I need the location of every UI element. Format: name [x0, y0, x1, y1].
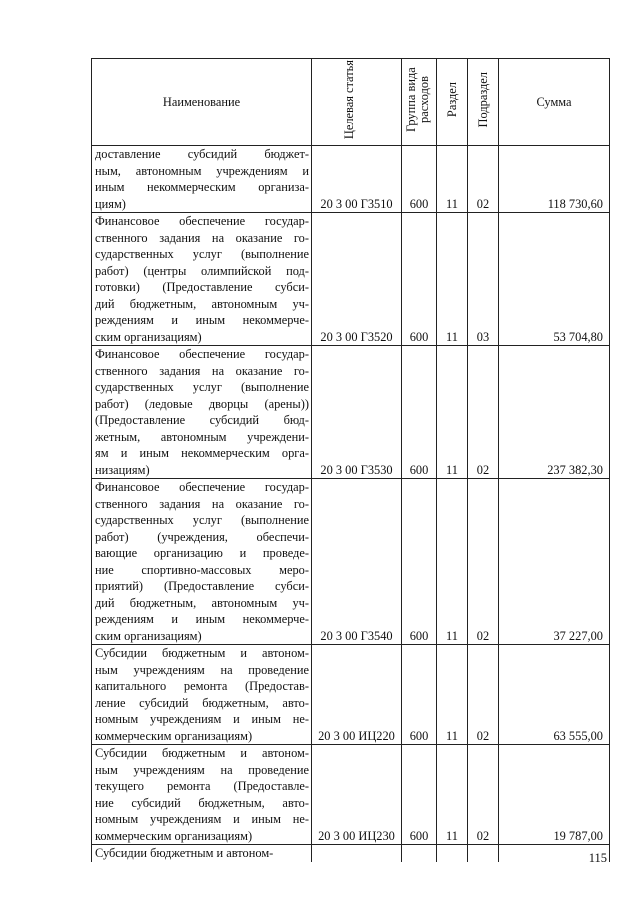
row-name-line: ным учреждениям на проведение — [95, 662, 309, 677]
row-name-line: сударственных услуг (выполнение — [95, 380, 309, 394]
row-name — [92, 645, 312, 745]
row-name-line: ственного задания на оказание го- — [95, 230, 309, 245]
row-section: 11 — [437, 479, 468, 645]
row-section: 11 — [437, 346, 468, 479]
row-name-line: дий бюджетным, автономным уч- — [95, 595, 309, 610]
row-name-line: работ) (ледовые дворцы (арены)) — [95, 396, 309, 411]
row-target: 20 3 00 ИЦ230 — [312, 745, 402, 845]
row-name — [92, 346, 312, 479]
row-group — [402, 845, 437, 862]
row-section: 11 — [437, 645, 468, 745]
row-sum: 37 227,00 — [499, 479, 610, 645]
row-name-line: текущего ремонта (Предоставле- — [95, 779, 309, 793]
table-row — [92, 346, 610, 479]
header-section: Раздел — [437, 59, 468, 146]
row-subsection: 02 — [468, 479, 499, 645]
row-name-line: готовки) (Предоставление субси- — [95, 280, 309, 294]
row-name-line: ственного задания на оказание го- — [95, 363, 309, 378]
row-subsection: 02 — [468, 146, 499, 213]
row-name-line: Финансовое обеспечение государ- — [95, 347, 309, 361]
row-name-line: реждениям и иным некоммерче- — [95, 612, 309, 626]
row-target: 20 3 00 Г3510 — [312, 146, 402, 213]
row-name-line: ским организациям) — [95, 628, 202, 643]
row-name-line: Субсидии бюджетным и автоном- — [95, 646, 309, 660]
row-name-line: работ) (центры олимпийской под- — [95, 263, 309, 278]
page-number: 115 — [588, 851, 607, 865]
row-sum: 118 730,60 — [499, 146, 610, 213]
row-name-line: капитального ремонта (Предостав- — [95, 679, 309, 693]
header-name: Наименование — [92, 59, 312, 146]
header-group: Группа вида расходов — [402, 59, 437, 146]
row-name-line: коммерческим организациям) — [95, 828, 253, 843]
row-name-line: ление субсидий бюджетным, авто- — [95, 695, 309, 710]
row-sum: 237 382,30 — [499, 346, 610, 479]
row-name-line: сударственных услуг (выполнение — [95, 247, 309, 261]
row-name-line: ние спортивно-массовых меро- — [95, 562, 309, 577]
table-row — [92, 146, 610, 213]
row-name-line: приятий) (Предоставление субси- — [95, 579, 309, 593]
table-row — [92, 745, 610, 845]
row-subsection — [468, 845, 499, 862]
row-group: 600 — [402, 479, 437, 645]
table-row — [92, 845, 610, 862]
row-name-line: ственного задания на оказание го- — [95, 496, 309, 511]
row-section: 11 — [437, 213, 468, 346]
row-subsection: 02 — [468, 346, 499, 479]
row-name-line: ние субсидий бюджетным, авто- — [95, 795, 309, 810]
row-name-line: вающие организацию и проведе- — [95, 546, 309, 560]
row-name-line: жетным, автономным учреждени- — [95, 429, 309, 444]
row-sum: 63 555,00 — [499, 645, 610, 745]
header-target: Целевая статья — [312, 59, 402, 146]
table-row — [92, 645, 610, 745]
row-name-line: коммерческим организациям) — [95, 728, 253, 743]
header-subsection: Подраздел — [468, 59, 499, 146]
budget-table — [91, 58, 610, 862]
row-name — [92, 845, 312, 862]
row-name-line: работ) (учреждения, обеспечи- — [95, 529, 309, 544]
table-row — [92, 213, 610, 346]
row-name-line: (Предоставление субсидий бюд- — [95, 413, 309, 427]
row-name-line: доставление субсидий бюджет- — [95, 147, 309, 161]
row-name — [92, 479, 312, 645]
row-target: 20 3 00 Г3530 — [312, 346, 402, 479]
row-name-line: номным учреждениям и иным не- — [95, 812, 309, 826]
row-name-line: реждениям и иным некоммерче- — [95, 313, 309, 327]
row-name-line: Субсидии бюджетным и автоном- — [95, 746, 309, 760]
row-name-line: ным, автономным учреждениям и — [95, 163, 309, 178]
row-section: 11 — [437, 146, 468, 213]
row-subsection: 03 — [468, 213, 499, 346]
row-name-line: сударственных услуг (выполнение — [95, 513, 309, 527]
row-subsection: 02 — [468, 645, 499, 745]
row-name-line: Финансовое обеспечение государ- — [95, 480, 309, 494]
row-name-line: Субсидии бюджетным и автоном- — [95, 846, 274, 860]
header-row — [92, 59, 610, 146]
row-target: 20 3 00 Г3520 — [312, 213, 402, 346]
row-name — [92, 745, 312, 845]
row-section — [437, 845, 468, 862]
row-sum: 53 704,80 — [499, 213, 610, 346]
row-name-line: ным учреждениям на проведение — [95, 762, 309, 777]
row-target — [312, 845, 402, 862]
row-name-line: ям и иным некоммерческим орга- — [95, 446, 309, 460]
row-group: 600 — [402, 213, 437, 346]
row-target: 20 3 00 Г3540 — [312, 479, 402, 645]
row-name — [92, 146, 312, 213]
row-name-line: низациям) — [95, 462, 150, 477]
row-name-line: ским организациям) — [95, 329, 202, 344]
row-group: 600 — [402, 745, 437, 845]
table-row — [92, 479, 610, 645]
row-sum: 19 787,00 — [499, 745, 610, 845]
row-section: 11 — [437, 745, 468, 845]
row-group: 600 — [402, 346, 437, 479]
row-group: 600 — [402, 645, 437, 745]
row-subsection: 02 — [468, 745, 499, 845]
row-name-line: циям) — [95, 196, 126, 211]
row-group: 600 — [402, 146, 437, 213]
row-name-line: иным некоммерческим организа- — [95, 180, 309, 194]
header-sum: Сумма — [499, 59, 610, 146]
row-name-line: дий бюджетным, автономным уч- — [95, 296, 309, 311]
row-name — [92, 213, 312, 346]
row-target: 20 3 00 ИЦ220 — [312, 645, 402, 745]
row-name-line: Финансовое обеспечение государ- — [95, 214, 309, 228]
row-name-line: номным учреждениям и иным не- — [95, 712, 309, 726]
